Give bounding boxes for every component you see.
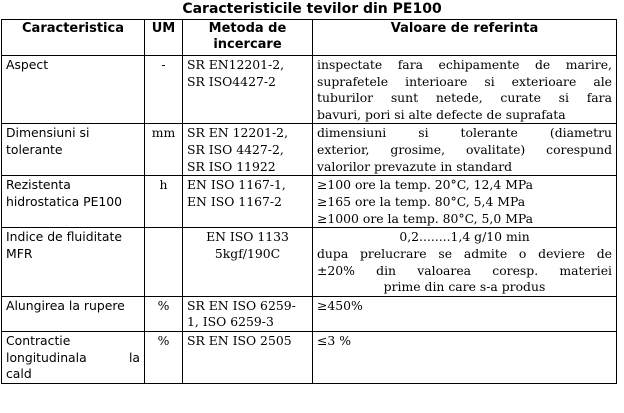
header-characteristic: Caracteristica xyxy=(2,20,145,56)
cell-method: SR EN 12201-2, SR ISO 4427-2, SR ISO 11922 xyxy=(183,124,313,176)
header-um: UM xyxy=(145,20,183,56)
cell-method: EN ISO 1133 5kgf/190C xyxy=(183,228,313,296)
cell-method: SR EN12201-2, SR ISO4427-2 xyxy=(183,56,313,124)
cell-method: SR EN ISO 2505 xyxy=(183,331,313,383)
cell-reference: ≥450% xyxy=(313,296,617,331)
characteristics-table xyxy=(1,19,617,384)
cell-characteristic: Indice de fluiditate MFR xyxy=(2,228,145,296)
table-row xyxy=(2,296,617,331)
cell-reference: ≤3 % xyxy=(313,331,617,383)
cell-characteristic: Dimensiuni si tolerante xyxy=(2,124,145,176)
cell-um: % xyxy=(145,331,183,383)
cell-reference: dimensiuni si tolerante (diametru exterior, grosime, ovalitate) corespund valorilor prevazute in standard xyxy=(313,124,617,176)
table-row xyxy=(2,228,617,296)
table-header-row xyxy=(2,20,617,56)
cell-characteristic: Aspect xyxy=(2,56,145,124)
cell-reference: ≥100 ore la temp. 20°C, 12,4 MPa ≥165 ore la temp. 80°C, 5,4 MPa ≥1000 ore la temp. 80°C, 5,0 MPa xyxy=(313,176,617,228)
table-row xyxy=(2,331,617,383)
cell-um: % xyxy=(145,296,183,331)
cell-method: SR EN ISO 6259- 1, ISO 6259-3 xyxy=(183,296,313,331)
cell-um: mm xyxy=(145,124,183,176)
cell-characteristic: Alungirea la rupere xyxy=(2,296,145,331)
table-row xyxy=(2,56,617,124)
cell-reference: 0,2........1,4 g/10 min dupa prelucrare se admite o deviere de ±20% din valoarea coresp. materiei prime din care s-a produs xyxy=(313,228,617,296)
cell-characteristic: Rezistenta hidrostatica PE100 xyxy=(2,176,145,228)
header-method: Metoda de incercare xyxy=(183,20,313,56)
cell-um: h xyxy=(145,176,183,228)
table-row xyxy=(2,176,617,228)
cell-characteristic: Contractie longitudinala la cald xyxy=(2,331,145,383)
table-row xyxy=(2,124,617,176)
cell-method: EN ISO 1167-1, EN ISO 1167-2 xyxy=(183,176,313,228)
table-title: Caracteristicile tevilor din PE100 xyxy=(182,1,442,17)
cell-reference: inspectate fara echipamente de marire, suprafetele interioare si exterioare ale tuburilor sunt netede, curate si fara bavuri, pori si alte defecte de suprafata xyxy=(313,56,617,124)
cell-um: - xyxy=(145,56,183,124)
header-reference: Valoare de referinta xyxy=(313,20,617,56)
cell-um xyxy=(145,228,183,296)
